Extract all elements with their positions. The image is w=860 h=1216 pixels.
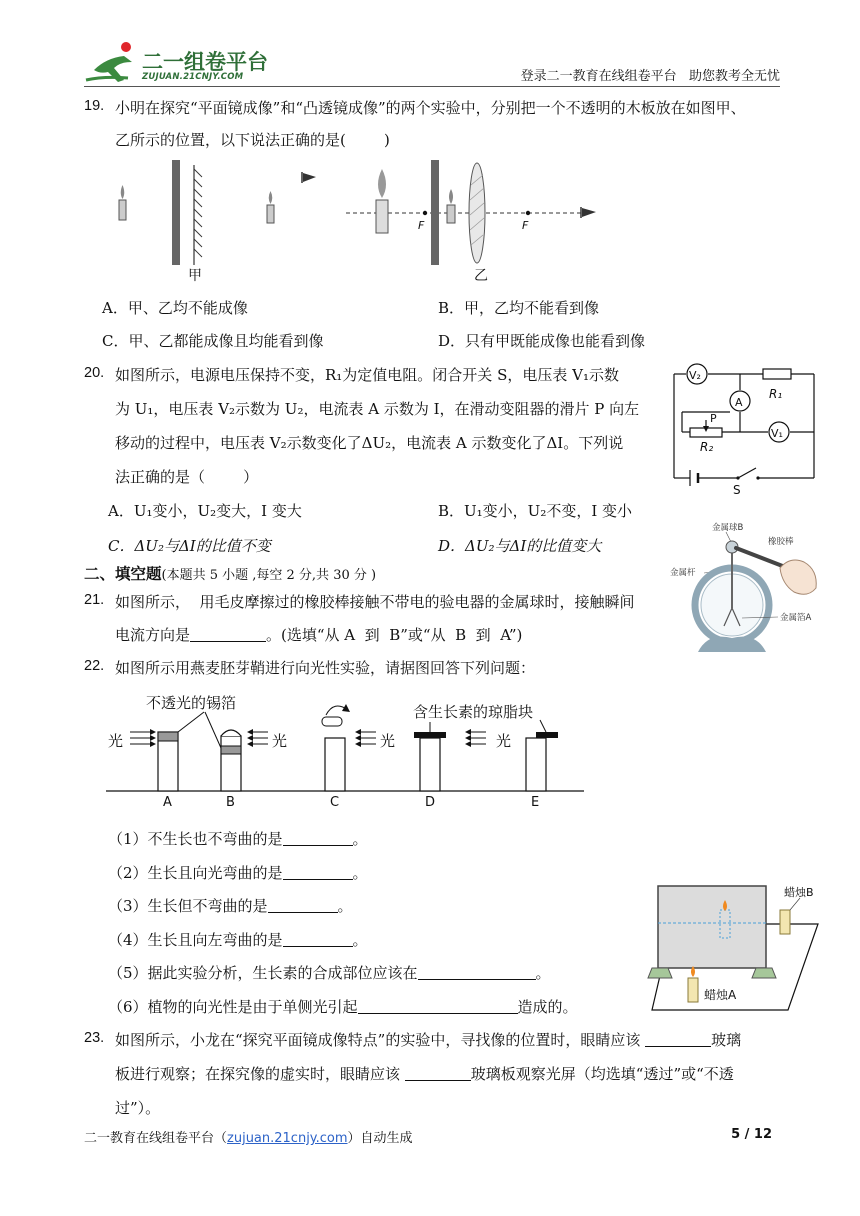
q23-line1-text: 如图所示，小龙在“探究平面镜成像特点”的实验中，寻找像的位置时，眼睛应该 [115,1031,641,1049]
q19-option-a: A．甲、乙均不能成像 [102,299,248,317]
q22-item-4-tail: 。 [352,931,368,949]
coleoptile-label-c: C [330,795,340,810]
footer-link[interactable]: zujuan.21cnjy.com [227,1131,348,1146]
coleoptile-label-d: D [425,795,436,810]
opaque-board-yi [431,160,439,265]
glass-plate [658,886,766,968]
hand-icon [780,560,816,594]
candle-icon [267,191,274,223]
foil-label: 不透光的锡箔 [146,694,237,712]
q22-item-2-tail: 。 [352,864,368,882]
header-logo [84,40,284,84]
opaque-board-jia [172,160,180,265]
label-metal-bar: 金属杆 [670,568,696,578]
plane-mirror-experiment-figure [612,880,832,1015]
label-candle-b: 蜡烛B [784,886,814,899]
q22-item-3-tail: 。 [337,897,353,915]
q19-option-b: B．甲，乙均不能看到像 [438,299,600,317]
q22-item-2-text: （2）生长且向光弯曲的是 [108,864,283,882]
label-candle-a: 蜡烛A [704,988,737,1002]
candle-icon [376,169,388,233]
q23-blank-1[interactable] [645,1031,711,1047]
q22-item-1-text: （1）不生长也不弯曲的是 [108,830,283,848]
q20-line4: 法正确的是（ ） [115,468,259,486]
q20-option-c: C．ΔU₂与ΔI的比值不变 [108,537,271,555]
footer-text-tail: ）自动生成 [347,1131,413,1146]
light-label-c: 光 [380,732,396,750]
label-a: A [735,396,743,409]
q22-item-4-text: （4）生长且向左弯曲的是 [108,931,283,949]
q22-blank-1[interactable] [283,830,353,846]
q22-item-6 [108,996,578,1017]
section-heading: 二、填空题 [84,565,162,583]
label-r1: R₁ [769,387,783,401]
fig-label-jia: 甲 [188,268,202,284]
label-foil-a: 金属箔A [780,613,812,623]
label-rubber-rod: 橡胶棒 [768,537,794,547]
q22-item-1-tail: 。 [352,830,368,848]
footer-source [84,1127,413,1146]
q21-line1: 如图所示， 用毛皮摩擦过的橡胶棒接触不带电的验电器的金属球时，接触瞬间 [115,593,635,611]
candle-icon [119,185,126,220]
resistor-r1 [763,369,791,379]
q22-line1: 如图所示用燕麦胚芽鞘进行向光性实验，请据图回答下列问题： [115,659,536,677]
label-v2: V₂ [689,369,701,382]
q21-number: 21. [84,592,105,608]
q22-coleoptile-figure [100,690,590,815]
q21-electroscope-figure [668,520,828,660]
q22-blank-4[interactable] [283,931,353,947]
q22-item-6-tail: 造成的。 [517,998,578,1016]
label-p: P [710,412,717,425]
eye-icon [581,207,596,218]
q22-blank-6[interactable] [358,998,518,1014]
q21-line2-tail: 。(选填“从 A 到 B”或“从 B 到 A”) [266,626,523,644]
label-s: S [733,483,741,495]
coleoptile-label-b: B [226,795,235,810]
q19-figure [110,155,610,285]
logo-name: 二一组卷平台 [142,50,268,74]
header-slogan: 登录二一教育在线组卷平台 助您教考全无忧 [520,69,780,84]
q22-blank-2[interactable] [283,864,353,880]
q22-item-5-tail: 。 [535,964,551,982]
q20-line1: 如图所示，电源电压保持不变，R₁为定值电阻。闭合开关 S，电压表 V₁示数 [115,366,619,384]
light-label-a: 光 [108,732,124,750]
q22-item-5-text: （5）据此实验分析，生长素的合成部位应该在 [108,964,418,982]
q19-number: 19. [84,98,105,114]
q19-line2: 乙所示的位置，以下说法正确的是( ) [115,131,390,149]
q22-item-6-text: （6）植物的向光性是由于单侧光引起 [108,998,358,1016]
q21-answer-blank[interactable] [190,626,266,642]
label-v1: V₁ [771,427,783,440]
q23-line1-tail: 玻璃 [711,1031,742,1049]
q22-blank-3[interactable] [268,897,338,913]
runner-logo-icon [84,40,144,84]
fig-label-yi: 乙 [474,268,488,284]
candle-icon [447,189,455,223]
q23-line2-tail: 玻璃板观察光屏（均选填“透过”或“不透 [470,1065,734,1083]
logo-url: ZUJUAN.21CNJY.COM [142,72,244,82]
q23-line2 [115,1063,734,1084]
q22-number: 22. [84,658,105,674]
focus-f2: F [522,219,529,232]
light-label-d: 光 [496,732,512,750]
q23-line1 [115,1029,741,1050]
q23-number: 23. [84,1030,105,1046]
footer-text: 二一教育在线组卷平台（ [84,1131,228,1146]
section-title [84,562,376,584]
header-divider [84,86,780,87]
q20-option-d: D．ΔU₂与ΔI的比值变大 [438,537,602,555]
q22-item-4 [108,929,368,950]
q19-option-d: D．只有甲既能成像也能看到像 [438,332,646,350]
focus-f1: F [418,219,425,232]
q23-line2-text: 板进行观察；在探究像的虚实时，眼睛应该 [115,1065,401,1083]
convex-lens [469,163,485,263]
page-number: 5 / 12 [731,1127,772,1142]
agar-label: 含生长素的琼脂块 [413,703,534,721]
candle-b-icon [780,910,790,934]
eye-icon [302,172,316,183]
q19-line1: 小明在探究“平面镜成像”和“凸透镜成像”的两个实验中，分别把一个不透明的木板放在如图甲、 [115,99,746,117]
q20-circuit [668,360,818,495]
q20-number: 20. [84,365,105,381]
q22-item-2 [108,862,368,883]
q21-line2-text: 电流方向是 [115,626,191,644]
coleoptile-label-e: E [531,795,540,810]
coleoptile-label-a: A [163,795,172,810]
q22-item-3 [108,895,353,916]
q20-option-b: B．U₁变小，U₂不变，I 变小 [438,502,633,520]
light-label-b: 光 [272,732,288,750]
label-r2: R₂ [700,440,714,454]
section-note: (本题共 5 小题 ,每空 2 分,共 30 分 ) [161,568,377,583]
q22-item-3-text: （3）生长但不弯曲的是 [108,897,268,915]
q23-blank-2[interactable] [405,1065,471,1081]
label-ball-b: 金属球B [712,523,744,533]
q20-option-a: A．U₁变小，U₂变大，I 变大 [108,502,302,520]
q20-line3: 移动的过程中，电压表 V₂示数变化了ΔU₂，电流表 A 示数变化了ΔI。下列说 [115,434,624,452]
q19-option-c: C．甲、乙都能成像且均能看到像 [102,332,324,350]
q21-line2 [115,624,522,645]
q22-item-1 [108,828,368,849]
q23-line3: 过”）。 [115,1099,161,1117]
q20-line2: 为 U₁，电压表 V₂示数为 U₂，电流表 A 示数为 I，在滑动变阻器的滑片 P 向左 [115,400,640,418]
q22-blank-5[interactable] [418,964,536,980]
q22-item-5 [108,962,551,983]
